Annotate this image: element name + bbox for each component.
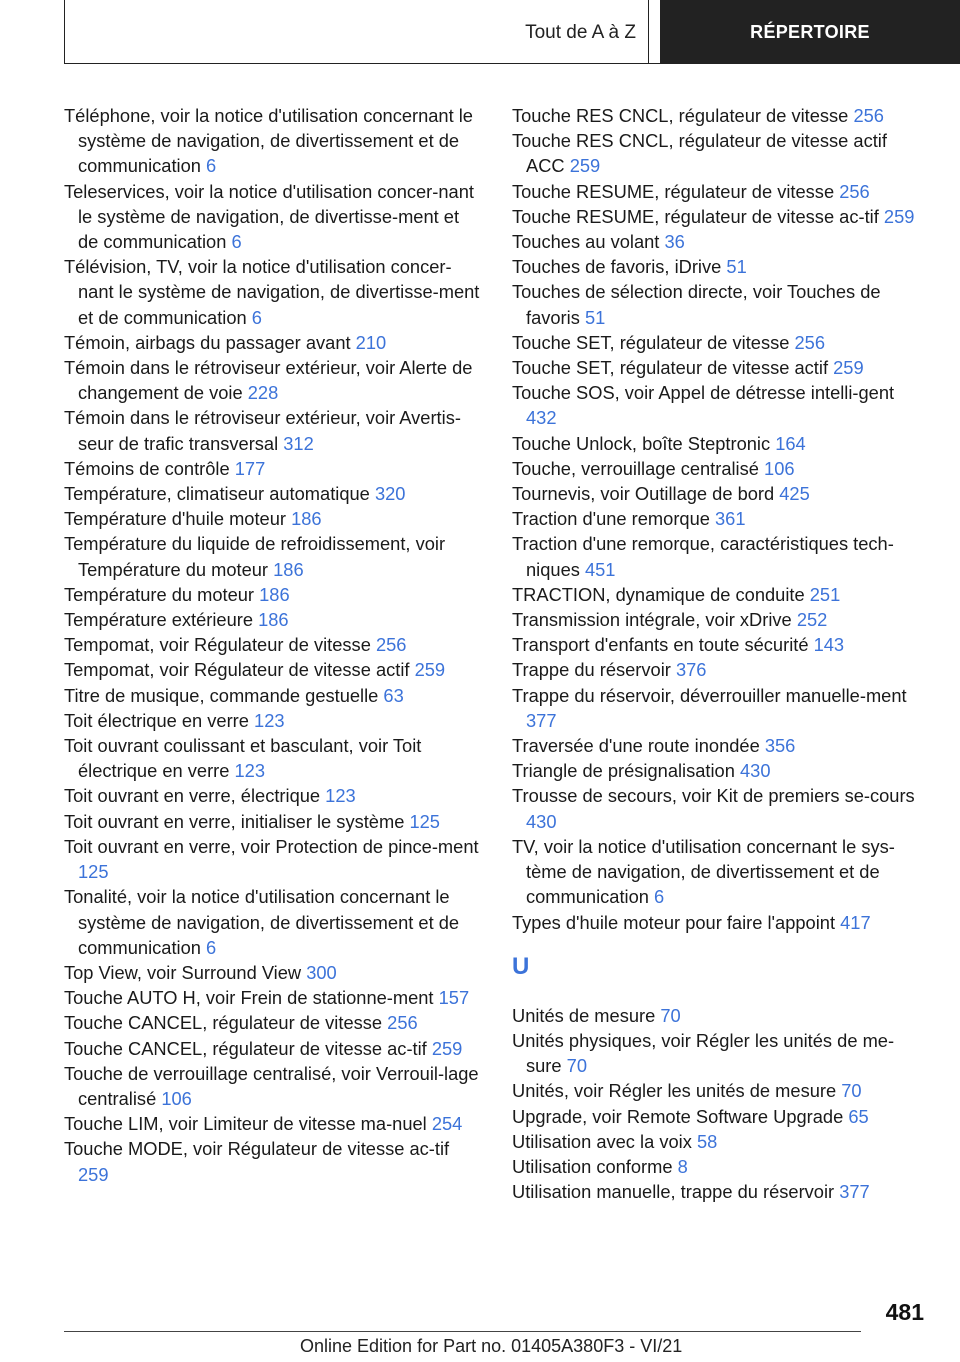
index-entry-text: Traction d'une remorque, caractéristiques tech-niques (512, 533, 894, 580)
index-entry (64, 506, 482, 531)
index-group-t-right (512, 103, 917, 935)
index-entry (64, 809, 482, 834)
index-entry (512, 632, 917, 657)
index-entry-text: Touches de sélection directe, voir Touches de favoris (512, 281, 881, 328)
index-entry-text: Unités de mesure (512, 1004, 656, 1026)
page-link[interactable]: 186 (258, 609, 289, 631)
header-left-rule (64, 0, 65, 64)
index-entry (512, 229, 917, 254)
index-entry (64, 1061, 482, 1111)
index-entry-text: Température du liquide de refroidissement, voir Température du moteur (64, 533, 446, 580)
page-link[interactable]: 259 (883, 205, 915, 227)
index-entry (64, 355, 482, 405)
index-entry-text: Touche RESUME, régulateur de vitesse ac-tif (512, 205, 879, 227)
index-entry (512, 910, 917, 935)
index-entry-text: Traversée d'une route inondée (512, 735, 760, 757)
page-link[interactable]: 123 (254, 709, 285, 731)
index-entry (512, 279, 917, 329)
page-link[interactable]: 312 (283, 432, 314, 454)
index-entry-text: Toit ouvrant en verre, voir Protection de pince-ment (64, 835, 479, 857)
index-entry-text: Tournevis, voir Outillage de bord (512, 483, 775, 505)
index-entry (512, 1154, 917, 1179)
index-entry-text: Trappe du réservoir, déverrouiller manuelle-ment (512, 684, 907, 706)
index-entry-text: Trousse de secours, voir Kit de premiers se-cours (512, 785, 915, 807)
index-entry-text: Transport d'enfants en toute sécurité (512, 634, 809, 656)
index-entry (64, 531, 482, 581)
index-entry (512, 103, 917, 128)
page-link[interactable]: 8 (677, 1155, 688, 1177)
page-link[interactable]: 300 (306, 961, 337, 983)
index-entry (64, 683, 482, 708)
page-link[interactable]: 65 (848, 1105, 869, 1127)
index-entry-text: Touche SET, régulateur de vitesse actif (512, 357, 829, 379)
index-entry (64, 1010, 482, 1035)
page-link[interactable]: 6 (206, 155, 217, 177)
index-entry-text: Traction d'une remorque (512, 508, 710, 530)
index-entry-text: Trappe du réservoir (512, 659, 671, 681)
page-link[interactable]: 256 (375, 634, 407, 656)
index-entry-text: Témoins de contrôle (64, 457, 230, 479)
index-entry (512, 783, 917, 833)
index-entry (64, 330, 482, 355)
page-link[interactable]: 252 (796, 609, 828, 631)
index-entry (64, 1136, 482, 1186)
index-entry-text: Touche CANCEL, régulateur de vitesse (64, 1012, 383, 1034)
index-entry-text: TV, voir la notice d'utilisation concernant le sys-tème de navigation, de divertissement et de communication (512, 835, 895, 908)
index-entry-text: Touches de favoris, iDrive (512, 256, 722, 278)
section-title: Tout de A à Z (525, 22, 636, 43)
page-link[interactable]: 125 (409, 810, 440, 832)
index-entry-text: Touche LIM, voir Limiteur de vitesse ma-nuel (64, 1113, 427, 1135)
index-entry-text: Tempomat, voir Régulateur de vitesse actif (64, 659, 410, 681)
page-link[interactable]: 259 (833, 357, 864, 379)
footer-edition: Online Edition for Part no. 01405A380F3 - VI/21 (300, 1336, 683, 1356)
index-entry-text: Témoin dans le rétroviseur extérieur, voir Alerte de changement de voie (64, 357, 473, 404)
index-entry-text: Upgrade, voir Remote Software Upgrade (512, 1105, 844, 1127)
page-link[interactable]: 177 (234, 457, 266, 479)
page-link[interactable]: 320 (374, 483, 406, 505)
index-entry-text: Titre de musique, commande gestuelle (64, 684, 379, 706)
index-entry-text: Touche, verrouillage centralisé (512, 457, 759, 479)
page-link[interactable]: 51 (726, 256, 747, 278)
index-entry-text: Température d'huile moteur (64, 508, 286, 530)
page-link[interactable]: 254 (431, 1113, 463, 1135)
page-link[interactable]: 256 (853, 105, 884, 126)
page-link[interactable]: 6 (206, 936, 217, 958)
index-entry (512, 204, 917, 229)
page-link[interactable]: 210 (355, 331, 387, 353)
index-entry (512, 1179, 917, 1204)
index-entry (512, 456, 917, 481)
index-entry (512, 582, 917, 607)
page-link[interactable]: 123 (234, 760, 266, 782)
index-entry (64, 456, 482, 481)
index-entry (64, 783, 482, 808)
page-link[interactable]: 51 (584, 306, 606, 328)
page-link[interactable]: 6 (251, 306, 262, 328)
index-entry (64, 254, 482, 330)
page-link[interactable]: 157 (438, 987, 470, 1009)
index-entry (512, 506, 917, 531)
index-entry (64, 834, 482, 884)
index-entry-text: Utilisation avec la voix (512, 1130, 692, 1152)
index-entry (64, 405, 482, 455)
page-link[interactable]: 36 (664, 231, 685, 253)
index-entry-text: Touche AUTO H, voir Frein de stationne-ment (64, 987, 434, 1009)
index-entry (512, 380, 917, 430)
index-entry (64, 884, 482, 960)
index-group-u (512, 1003, 917, 1205)
index-entry (64, 607, 482, 632)
index-column-left (64, 103, 482, 1187)
index-entry (64, 708, 482, 733)
index-entry-text: Témoin, airbags du passager avant (64, 331, 351, 353)
index-entry-text: Touche SET, régulateur de vitesse (512, 331, 790, 353)
index-entry-text: Touche CANCEL, régulateur de vitesse ac-tif (64, 1037, 427, 1059)
index-entry (64, 733, 482, 783)
page-link[interactable]: 70 (566, 1055, 588, 1077)
page-link[interactable]: 70 (660, 1004, 681, 1026)
page-link[interactable]: 58 (696, 1130, 718, 1152)
index-entry-text: Touche de verrouillage centralisé, voir Verrouil-lage centralisé (64, 1062, 479, 1109)
page-link[interactable]: 6 (654, 886, 665, 908)
index-entry (64, 103, 482, 179)
index-letter-heading: U (512, 952, 530, 980)
index-entry-text: Tonalité, voir la notice d'utilisation concernant le système de navigation, de divertissement et de communication (64, 886, 460, 958)
page-link[interactable]: 186 (273, 558, 304, 580)
index-entry (64, 1036, 482, 1061)
page-link[interactable]: 256 (794, 331, 826, 353)
index-entry (512, 657, 917, 682)
index-entry (64, 960, 482, 985)
page-link[interactable]: 186 (259, 583, 290, 605)
header-bottom-rule (64, 63, 660, 64)
index-entry (64, 657, 482, 682)
index-entry-text: Touche MODE, voir Régulateur de vitesse ac-tif (64, 1138, 450, 1160)
index-entry (512, 607, 917, 632)
index-entry-text: Température du moteur (64, 583, 255, 605)
index-entry (512, 179, 917, 204)
page-link[interactable]: 361 (715, 508, 746, 530)
index-entry-text: Touche RESUME, régulateur de vitesse (512, 180, 835, 202)
page-link[interactable]: 377 (839, 1181, 870, 1203)
index-entry-text: Touche SOS, voir Appel de détresse intelli-gent (512, 382, 895, 404)
index-entry (64, 179, 482, 255)
page-link[interactable]: 376 (675, 659, 707, 681)
index-entry-text: Transmission intégrale, voir xDrive (512, 609, 792, 631)
index-entry-text: Toit ouvrant coulissant et basculant, voir Toit électrique en verre (64, 735, 422, 782)
index-entry (64, 985, 482, 1010)
index-entry (64, 582, 482, 607)
page-link[interactable]: 106 (161, 1087, 192, 1109)
index-entry (512, 431, 917, 456)
index-entry (512, 1003, 917, 1028)
index-entry (512, 683, 917, 733)
index-entry-text: Utilisation manuelle, trappe du réservoir (512, 1181, 835, 1203)
page-link[interactable]: 106 (764, 457, 795, 479)
page-link[interactable]: 123 (325, 785, 356, 807)
index-entry-text: Température extérieure (64, 609, 253, 631)
index-entry (512, 330, 917, 355)
index-entry (512, 1078, 917, 1103)
page-link[interactable]: 356 (764, 735, 796, 757)
footer-rule (64, 1331, 861, 1332)
index-column-right (512, 103, 917, 1204)
page-link[interactable]: 251 (809, 583, 841, 605)
page-link[interactable]: 6 (231, 231, 242, 253)
index-entry-text: Télévision, TV, voir la notice d'utilisation concer-nant le système de navigation, de divertisse-ment et de communication (64, 256, 480, 328)
index-entry-text: Touche RES CNCL, régulateur de vitesse (512, 105, 849, 126)
index-entry (512, 733, 917, 758)
index-entry-text: Touches au volant (512, 231, 660, 253)
index-entry (512, 834, 917, 910)
index-entry-text: Téléphone, voir la notice d'utilisation concernant le système de navigation, de divertissement et de communication (64, 105, 473, 177)
index-entry-text: TRACTION, dynamique de conduite (512, 583, 805, 605)
page-link[interactable]: 259 (431, 1037, 463, 1059)
page-link[interactable]: 259 (78, 1163, 109, 1185)
index-entry (512, 1129, 917, 1154)
index-entry (512, 254, 917, 279)
index-entry (512, 1028, 917, 1078)
page-link[interactable]: 425 (779, 483, 810, 505)
index-entry (512, 355, 917, 380)
index-entry-text: Unités, voir Régler les unités de mesure (512, 1080, 837, 1102)
index-entry (512, 128, 917, 178)
index-entry (64, 481, 482, 506)
page-link[interactable]: 430 (740, 760, 771, 782)
page-link[interactable]: 432 (526, 407, 557, 429)
index-entry-text: Tempomat, voir Régulateur de vitesse (64, 634, 371, 656)
chapter-tab[interactable] (660, 0, 960, 64)
index-entry-text: Top View, voir Surround View (64, 961, 302, 983)
page-link[interactable]: 377 (526, 709, 557, 731)
index-entry (512, 531, 917, 581)
index-entry-text: Types d'huile moteur pour faire l'appoint (512, 911, 836, 933)
index-entry-text: Triangle de présignalisation (512, 760, 735, 782)
page-link[interactable]: 256 (387, 1012, 418, 1034)
page-link[interactable]: 259 (414, 659, 446, 681)
page-link[interactable]: 228 (247, 382, 279, 404)
index-entry-text: Teleservices, voir la notice d'utilisation concer-nant le système de navigation, de divertisse-ment et de communication (64, 180, 474, 253)
page-link[interactable]: 451 (584, 558, 616, 580)
index-entry (64, 632, 482, 657)
header-divider (648, 0, 649, 64)
index-entry-text: Toit électrique en verre (64, 709, 249, 731)
index-entry (512, 758, 917, 783)
index-entry-text: Touche Unlock, boîte Steptronic (512, 432, 771, 454)
page-link[interactable]: 417 (840, 911, 871, 933)
page-link[interactable]: 70 (841, 1080, 862, 1102)
page-link[interactable]: 430 (526, 810, 557, 832)
page-link[interactable]: 143 (813, 634, 845, 656)
page-number: 481 (885, 1299, 924, 1325)
page-link[interactable]: 63 (383, 684, 404, 706)
index-entry-text: Température, climatiseur automatique (64, 483, 370, 505)
index-entry-text: Unités physiques, voir Régler les unités de me-sure (512, 1029, 895, 1077)
index-entry-text: Toit ouvrant en verre, électrique (64, 785, 321, 807)
page-link[interactable]: 259 (569, 155, 601, 177)
index-entry-text: Toit ouvrant en verre, initialiser le système (64, 810, 405, 832)
page-link[interactable]: 186 (291, 508, 322, 530)
index-entry (64, 1111, 482, 1136)
index-entry (512, 481, 917, 506)
index-entry-text: Touche RES CNCL, régulateur de vitesse actif ACC (512, 130, 887, 177)
index-entry (512, 1104, 917, 1129)
page-link[interactable]: 164 (775, 432, 806, 454)
chapter-title: RÉPERTOIRE (750, 21, 870, 42)
page-link[interactable]: 256 (839, 180, 870, 202)
index-entry-text: Utilisation conforme (512, 1155, 673, 1177)
index-entry-text: Témoin dans le rétroviseur extérieur, voir Avertis-seur de trafic transversal (64, 407, 461, 454)
page-link[interactable]: 125 (78, 861, 109, 883)
